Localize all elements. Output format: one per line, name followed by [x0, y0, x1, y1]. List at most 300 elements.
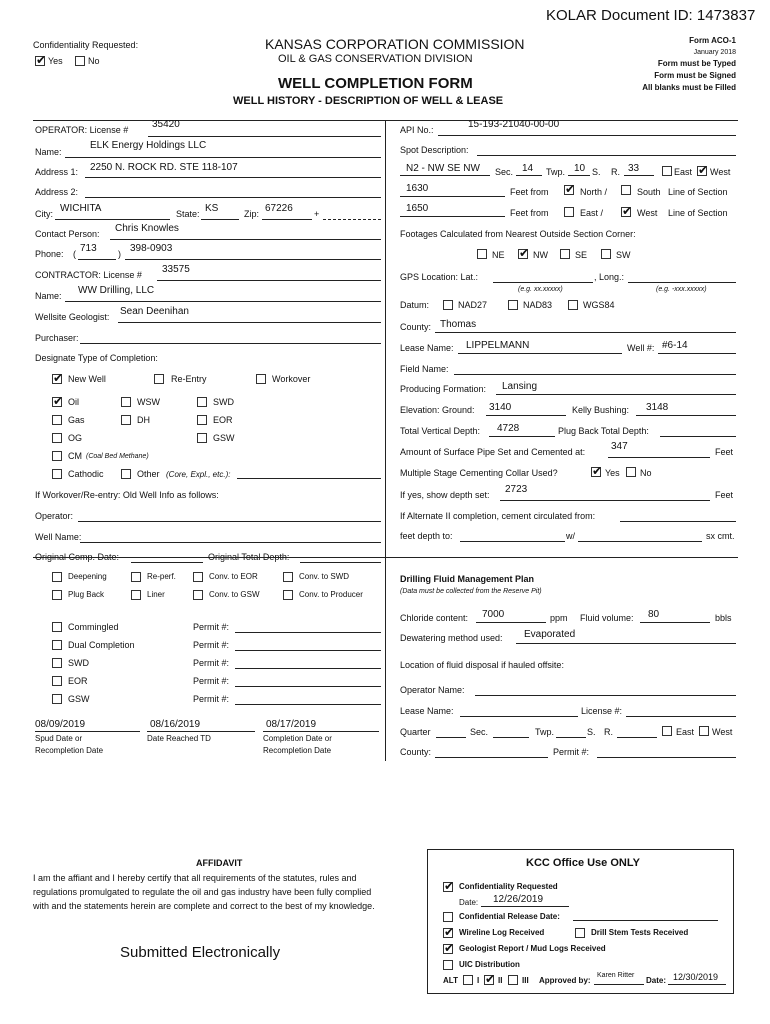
- twp-line: [568, 175, 590, 176]
- kcc-date2-line: [668, 984, 726, 985]
- division-name: OIL & GAS CONSERVATION DIVISION: [278, 53, 473, 65]
- ppm-label: ppm: [550, 613, 568, 623]
- field-name-line: [454, 374, 736, 375]
- dewatering-value[interactable]: Evaporated: [524, 629, 576, 640]
- formation-line: [496, 394, 736, 395]
- twp-value[interactable]: 10: [574, 163, 586, 174]
- td-date-line: [147, 731, 255, 732]
- quarter-west-checkbox[interactable]: [699, 726, 709, 736]
- operator-license-value[interactable]: 35420: [152, 119, 180, 130]
- fluid-volume-line: [640, 622, 710, 623]
- wgs84-checkbox[interactable]: [568, 300, 578, 310]
- spot-label: Spot Description:: [400, 145, 469, 155]
- elevation-label: Elevation: Ground:: [400, 405, 475, 415]
- dh-checkbox[interactable]: [121, 415, 131, 425]
- sec-label: Sec.: [495, 167, 514, 177]
- quarter-east-checkbox[interactable]: [662, 726, 672, 736]
- orig-depth-label: Original Total Depth:: [208, 552, 290, 562]
- other-checkbox[interactable]: [121, 469, 131, 479]
- se-label: SE: [575, 250, 588, 260]
- phone-label: Phone:: [35, 249, 64, 259]
- quarter-sec-line: [493, 737, 529, 738]
- conf-yes-checkbox[interactable]: [35, 56, 45, 66]
- kcc-title: KCC Office Use ONLY: [526, 857, 640, 869]
- comp-caption-1: Completion Date or: [263, 734, 332, 743]
- zip-label: Zip:: [244, 209, 260, 219]
- north-checkbox[interactable]: [564, 185, 574, 195]
- alt2-line: [620, 521, 736, 522]
- kcc-alt-label: ALT: [443, 976, 458, 985]
- pbtd-label: Plug Back Total Depth:: [558, 426, 649, 436]
- disposal-license-label: License #:: [581, 706, 623, 716]
- disposal-county-label: County:: [400, 747, 432, 757]
- tvd-line: [489, 436, 555, 437]
- kcc-approved-label: Approved by:: [539, 976, 591, 985]
- old-operator-line: [78, 521, 381, 522]
- permit-line-1: [235, 632, 381, 633]
- workover-label: Workover: [272, 374, 311, 384]
- workover-checkbox[interactable]: [256, 374, 266, 384]
- nad83-label: NAD83: [523, 300, 553, 310]
- other-line: [237, 478, 381, 479]
- form-date: January 2018: [693, 49, 736, 56]
- quarter-line: [436, 737, 466, 738]
- disposal-lease-line: [460, 716, 578, 717]
- formation-value[interactable]: Lansing: [502, 381, 538, 392]
- kcc-confidentiality-checkbox[interactable]: [443, 882, 453, 892]
- form-note-signed: Form must be Signed: [654, 71, 736, 80]
- liner-label: Liner: [147, 590, 165, 599]
- cathodic-label: Cathodic: [68, 469, 104, 479]
- permit-label-4: Permit #:: [193, 676, 230, 686]
- south-label: South: [637, 187, 661, 197]
- nw-label: NW: [533, 250, 548, 260]
- operator-license-line: [148, 136, 381, 137]
- nad27-label: NAD27: [458, 300, 488, 310]
- ne-checkbox[interactable]: [477, 249, 487, 259]
- form-note-filled: All blanks must be Filled: [642, 83, 736, 92]
- disposal-operator-label: Operator Name:: [400, 685, 465, 695]
- gps-lat-label: GPS Location: Lat.:: [400, 272, 479, 282]
- kcc-date2-label: Date:: [646, 976, 667, 985]
- disposal-permit-label: Permit #:: [553, 747, 590, 757]
- td-date-value[interactable]: 08/16/2019: [150, 719, 201, 730]
- ground-value[interactable]: 3140: [489, 402, 512, 413]
- cathodic-checkbox[interactable]: [52, 469, 62, 479]
- reperf-label: Re-perf.: [147, 572, 176, 581]
- alt-i-checkbox[interactable]: [463, 975, 473, 985]
- conv-eor-label: Conv. to EOR: [209, 572, 258, 581]
- swd-label: SWD: [213, 397, 234, 407]
- disposal-operator-line: [475, 695, 736, 696]
- disposal-permit-line: [597, 757, 736, 758]
- api-label: API No.:: [400, 125, 434, 135]
- contractor-name-line: [65, 301, 381, 302]
- contact-value[interactable]: Chris Knowles: [115, 223, 179, 234]
- kcc-uic-checkbox[interactable]: [443, 960, 453, 970]
- feet-from-label-1: Feet from: [510, 187, 549, 197]
- kcc-dst-checkbox[interactable]: [575, 928, 585, 938]
- sec-value[interactable]: 14: [522, 163, 534, 174]
- quarter-twp-label: Twp.: [535, 727, 555, 737]
- disposal-county-line: [435, 757, 548, 758]
- purchaser-label: Purchaser:: [35, 333, 79, 343]
- multistage-label: Multiple Stage Cementing Collar Used?: [400, 468, 558, 478]
- og-checkbox[interactable]: [52, 433, 62, 443]
- w-line: [578, 541, 702, 542]
- pbtd-line: [660, 436, 736, 437]
- kb-label: Kelly Bushing:: [572, 405, 630, 415]
- east2-checkbox[interactable]: [564, 207, 574, 217]
- south-checkbox[interactable]: [621, 185, 631, 195]
- form-number: Form ACO-1: [689, 36, 736, 45]
- workover-info-label: If Workover/Re-entry: Old Well Info as follows:: [35, 490, 219, 500]
- ground-line: [486, 415, 566, 416]
- sw-checkbox[interactable]: [601, 249, 611, 259]
- old-operator-label: Operator:: [35, 511, 74, 521]
- kcc-geologist-label: Geologist Report / Mud Logs Received: [459, 944, 606, 953]
- cm-checkbox[interactable]: [52, 451, 62, 461]
- surface-feet-label: Feet: [715, 447, 734, 457]
- disposal-label: Location of fluid disposal if hauled offsite:: [400, 660, 564, 670]
- quarter-r-line: [617, 737, 657, 738]
- phone-area-line: [78, 259, 116, 260]
- eor2-checkbox[interactable]: [52, 676, 62, 686]
- api-line: [438, 135, 736, 136]
- geologist-line: [118, 322, 381, 323]
- gps-lat-line: [493, 282, 593, 283]
- quarter-r-label: R.: [604, 727, 613, 737]
- old-wellname-label: Well Name:: [35, 532, 82, 542]
- spud-caption-2: Recompletion Date: [35, 746, 104, 755]
- conv-swd-checkbox[interactable]: [283, 572, 293, 582]
- kcc-geologist-checkbox[interactable]: [443, 944, 453, 954]
- state-line: [201, 219, 239, 220]
- orig-comp-label: Original Comp. Date:: [35, 552, 120, 562]
- td-caption: Date Reached TD: [147, 734, 211, 743]
- kcc-approved-value[interactable]: Karen Ritter: [597, 972, 635, 979]
- twp-label: Twp.: [546, 167, 566, 177]
- well-number-line: [658, 353, 736, 354]
- conv-eor-checkbox[interactable]: [193, 572, 203, 582]
- sw-label: SW: [616, 250, 631, 260]
- swd2-label: SWD: [68, 658, 89, 668]
- spot-quarter-line: [400, 175, 490, 176]
- feet-ns-value[interactable]: 1630: [406, 183, 429, 194]
- spot-quarter-value[interactable]: N2 - NW SE NW: [406, 163, 480, 174]
- deepening-checkbox[interactable]: [52, 572, 62, 582]
- reentry-checkbox[interactable]: [154, 374, 164, 384]
- new-well-label: New Well: [68, 374, 106, 384]
- commingled-label: Commingled: [68, 622, 119, 632]
- quarter-label: Quarter: [400, 727, 431, 737]
- city-line: [55, 219, 170, 220]
- nw-checkbox[interactable]: [518, 249, 528, 259]
- dual-completion-label: Dual Completion: [68, 640, 135, 650]
- phone-area-value[interactable]: 713: [80, 243, 97, 254]
- orig-depth-line: [300, 562, 381, 563]
- affidavit-title: AFFIDAVIT: [196, 858, 243, 868]
- feet-ew-value[interactable]: 1650: [406, 203, 429, 214]
- affidavit-line-3: with and the statements herein are complete and correct to the best of my knowledge.: [33, 901, 375, 911]
- west-label: West: [710, 167, 731, 177]
- designate-label: Designate Type of Completion:: [35, 353, 158, 363]
- lease-name-value[interactable]: LIPPELMANN: [466, 340, 530, 351]
- east-checkbox[interactable]: [662, 166, 672, 176]
- name-line: [65, 157, 381, 158]
- rng-value[interactable]: 33: [628, 163, 640, 174]
- rng-line: [624, 175, 654, 176]
- zip-line: [262, 219, 312, 220]
- address1-label: Address 1:: [35, 167, 79, 177]
- column-divider: [385, 121, 386, 761]
- bbls-label: bbls: [715, 613, 732, 623]
- gps-long-label: , Long.:: [594, 272, 625, 282]
- kolar-document-id: KOLAR Document ID: 1473837: [546, 7, 756, 24]
- kcc-date2-value[interactable]: 12/30/2019: [673, 972, 719, 982]
- commingled-checkbox[interactable]: [52, 622, 62, 632]
- oil-label: Oil: [68, 397, 79, 407]
- dfm-note: (Data must be collected from the Reserve Pit): [400, 588, 542, 595]
- se-checkbox[interactable]: [560, 249, 570, 259]
- county-label: County:: [400, 322, 432, 332]
- kcc-wireline-checkbox[interactable]: [443, 928, 453, 938]
- contractor-license-line: [157, 280, 381, 281]
- plugback-label: Plug Back: [68, 590, 105, 599]
- gsw2-label: GSW: [68, 694, 90, 704]
- disposal-lease-label: Lease Name:: [400, 706, 454, 716]
- geologist-label: Wellsite Geologist:: [35, 312, 110, 322]
- cm-label: CM: [68, 451, 82, 461]
- plugback-checkbox[interactable]: [52, 590, 62, 600]
- surface-pipe-value[interactable]: 347: [611, 441, 628, 452]
- county-value[interactable]: Thomas: [440, 319, 477, 330]
- permit-label-5: Permit #:: [193, 694, 230, 704]
- west2-label: West: [637, 208, 658, 218]
- spud-date-line: [35, 731, 140, 732]
- form-subtitle: WELL HISTORY - DESCRIPTION OF WELL & LEASE: [233, 95, 504, 107]
- purchaser-line: [80, 343, 381, 344]
- kcc-date-label: Date:: [459, 898, 479, 907]
- oil-checkbox[interactable]: [52, 397, 62, 407]
- old-wellname-line: [80, 542, 381, 543]
- address2-label: Address 2:: [35, 187, 79, 197]
- kcc-release-line: [573, 920, 718, 921]
- eor-label: EOR: [213, 415, 233, 425]
- reperf-checkbox[interactable]: [131, 572, 141, 582]
- long-hint: (e.g. -xxx.xxxxx): [656, 286, 707, 293]
- multistage-no-label: No: [640, 468, 652, 478]
- conv-gsw-checkbox[interactable]: [193, 590, 203, 600]
- alt-iii-label: III: [522, 976, 529, 985]
- gsw-checkbox[interactable]: [197, 433, 207, 443]
- chloride-line: [476, 622, 546, 623]
- swd-checkbox[interactable]: [197, 397, 207, 407]
- west-checkbox[interactable]: [697, 166, 707, 176]
- affidavit-line-1: I am the affiant and I hereby certify that all requirements of the statutes, rules and: [33, 873, 357, 883]
- tvd-value[interactable]: 4728: [497, 423, 520, 434]
- west2-checkbox[interactable]: [621, 207, 631, 217]
- other-label: Other: [137, 469, 160, 479]
- completion-date-value[interactable]: 08/17/2019: [266, 719, 317, 730]
- eor-checkbox[interactable]: [197, 415, 207, 425]
- contractor-name-value[interactable]: WW Drilling, LLC: [78, 285, 155, 296]
- chloride-value[interactable]: 7000: [482, 609, 505, 620]
- field-name-label: Field Name:: [400, 364, 449, 374]
- comp-caption-2: Recompletion Date: [263, 746, 332, 755]
- fluid-volume-label: Fluid volume:: [580, 613, 634, 623]
- eor2-label: EOR: [68, 676, 88, 686]
- reentry-label: Re-Entry: [171, 374, 207, 384]
- line-of-section-label-2: Line of Section: [668, 208, 728, 218]
- kcc-uic-label: UIC Distribution: [459, 960, 520, 969]
- swd2-checkbox[interactable]: [52, 658, 62, 668]
- feet-ns-line: [400, 196, 505, 197]
- wsw-checkbox[interactable]: [121, 397, 131, 407]
- alt-i-label: I: [477, 976, 480, 985]
- address2-line: [85, 197, 381, 198]
- wgs84-label: WGS84: [583, 300, 615, 310]
- permit-line-3: [235, 668, 381, 669]
- submitted-electronically: Submitted Electronically: [120, 944, 281, 961]
- conv-gsw-label: Conv. to GSW: [209, 590, 260, 599]
- datum-label: Datum:: [400, 300, 430, 310]
- operator-license-label: OPERATOR: License #: [35, 125, 129, 135]
- address1-value[interactable]: 2250 N. ROCK RD. STE 118-107: [90, 162, 238, 173]
- alt-ii-checkbox[interactable]: [484, 975, 494, 985]
- contact-label: Contact Person:: [35, 229, 100, 239]
- gas-checkbox[interactable]: [52, 415, 62, 425]
- lat-hint: (e.g. xx.xxxxx): [518, 286, 563, 293]
- phone-paren-close: ): [118, 249, 121, 259]
- depth-set-value[interactable]: 2723: [505, 484, 528, 495]
- conf-no-label: No: [88, 56, 100, 66]
- multistage-no-checkbox[interactable]: [626, 467, 636, 477]
- quarter-twp-line: [556, 737, 586, 738]
- quarter-west-label: West: [712, 727, 733, 737]
- orig-comp-line: [131, 562, 203, 563]
- contractor-license-value[interactable]: 33575: [162, 264, 190, 275]
- sec-line: [516, 175, 542, 176]
- address1-line: [85, 177, 381, 178]
- feet-depth-line: [460, 541, 565, 542]
- kcc-confidentiality-label: Confidentiality Requested: [459, 882, 558, 891]
- conv-producer-checkbox[interactable]: [283, 590, 293, 600]
- phone-paren-open: (: [73, 249, 76, 259]
- disposal-license-line: [626, 716, 736, 717]
- surface-pipe-line: [608, 457, 710, 458]
- gsw2-checkbox[interactable]: [52, 694, 62, 704]
- kcc-dst-label: Drill Stem Tests Received: [591, 928, 689, 937]
- api-value[interactable]: 15-193-21040-00-00: [468, 119, 560, 130]
- s-label: S.: [592, 167, 601, 177]
- conf-yes-label: Yes: [48, 56, 63, 66]
- liner-checkbox[interactable]: [131, 590, 141, 600]
- form-title: WELL COMPLETION FORM: [278, 75, 473, 92]
- state-label: State:: [176, 209, 200, 219]
- alt2-label: If Alternate II completion, cement circulated from:: [400, 511, 596, 521]
- kcc-date-value[interactable]: 12/26/2019: [493, 894, 544, 905]
- phone-number-value[interactable]: 398-0903: [130, 243, 173, 254]
- spud-date-value[interactable]: 08/09/2019: [35, 719, 86, 730]
- alt-iii-checkbox[interactable]: [508, 975, 518, 985]
- line-of-section-label-1: Line of Section: [668, 187, 728, 197]
- spud-caption-1: Spud Date or: [35, 734, 83, 743]
- formation-label: Producing Formation:: [400, 384, 487, 394]
- multistage-yes-checkbox[interactable]: [591, 467, 601, 477]
- feet-from-label-2: Feet from: [510, 208, 549, 218]
- dewatering-line: [516, 643, 736, 644]
- conf-no-checkbox[interactable]: [75, 56, 85, 66]
- affidavit-line-2: regulations promulgated to regulate the oil and gas industry have been fully complied: [33, 887, 372, 897]
- zip-value[interactable]: 67226: [265, 203, 293, 214]
- ne-label: NE: [492, 250, 505, 260]
- city-value[interactable]: WICHITA: [60, 203, 102, 214]
- permit-line-5: [235, 704, 381, 705]
- r-label: R.: [611, 167, 620, 177]
- alt-ii-label: II: [498, 976, 503, 985]
- zip-ext-line: [323, 219, 381, 220]
- east-label: East: [674, 167, 693, 177]
- kcc-release-checkbox[interactable]: [443, 912, 453, 922]
- nad27-checkbox[interactable]: [443, 300, 453, 310]
- zip-plus-label: +: [314, 209, 320, 219]
- sx-cmt-label: sx cmt.: [706, 531, 735, 541]
- fluid-volume-value[interactable]: 80: [648, 609, 660, 620]
- permit-line-2: [235, 650, 381, 651]
- permit-line-4: [235, 686, 381, 687]
- name-label: Name:: [35, 147, 62, 157]
- operator-name-value[interactable]: ELK Energy Holdings LLC: [90, 140, 207, 151]
- wsw-label: WSW: [137, 397, 160, 407]
- conv-swd-label: Conv. to SWD: [299, 572, 350, 581]
- state-value[interactable]: KS: [205, 203, 219, 214]
- kcc-release-label: Confidential Release Date:: [459, 912, 560, 921]
- completion-date-line: [263, 731, 379, 732]
- cm-note: (Coal Bed Methane): [86, 453, 149, 460]
- city-label: City:: [35, 209, 53, 219]
- lease-name-line: [458, 353, 622, 354]
- nad83-checkbox[interactable]: [508, 300, 518, 310]
- quarter-s-label: S.: [587, 727, 596, 737]
- kb-value[interactable]: 3148: [646, 402, 669, 413]
- county-line: [435, 332, 736, 333]
- multistage-yes-label: Yes: [605, 468, 620, 478]
- new-well-checkbox[interactable]: [52, 374, 62, 384]
- geologist-value[interactable]: Sean Deenihan: [120, 306, 189, 317]
- permit-label-1: Permit #:: [193, 622, 230, 632]
- well-number-value[interactable]: #6-14: [662, 340, 688, 351]
- form-note-typed: Form must be Typed: [657, 59, 736, 68]
- depth-set-line: [500, 500, 710, 501]
- north-label: North /: [580, 187, 608, 197]
- gps-long-line: [628, 282, 736, 283]
- depth-set-label: If yes, show depth set:: [400, 490, 490, 500]
- dfm-title: Drilling Fluid Management Plan: [400, 574, 535, 584]
- quarter-sec-label: Sec.: [470, 727, 489, 737]
- gas-label: Gas: [68, 415, 85, 425]
- og-label: OG: [68, 433, 83, 443]
- kcc-wireline-label: Wireline Log Received: [459, 928, 545, 937]
- other-note: (Core, Expl., etc.):: [166, 470, 231, 479]
- depth-set-feet-label: Feet: [715, 490, 734, 500]
- chloride-label: Chloride content:: [400, 613, 469, 623]
- dual-completion-checkbox[interactable]: [52, 640, 62, 650]
- gsw-label: GSW: [213, 433, 235, 443]
- deepening-label: Deepening: [68, 572, 107, 581]
- kcc-date-line: [481, 906, 569, 907]
- east2-label: East /: [580, 208, 604, 218]
